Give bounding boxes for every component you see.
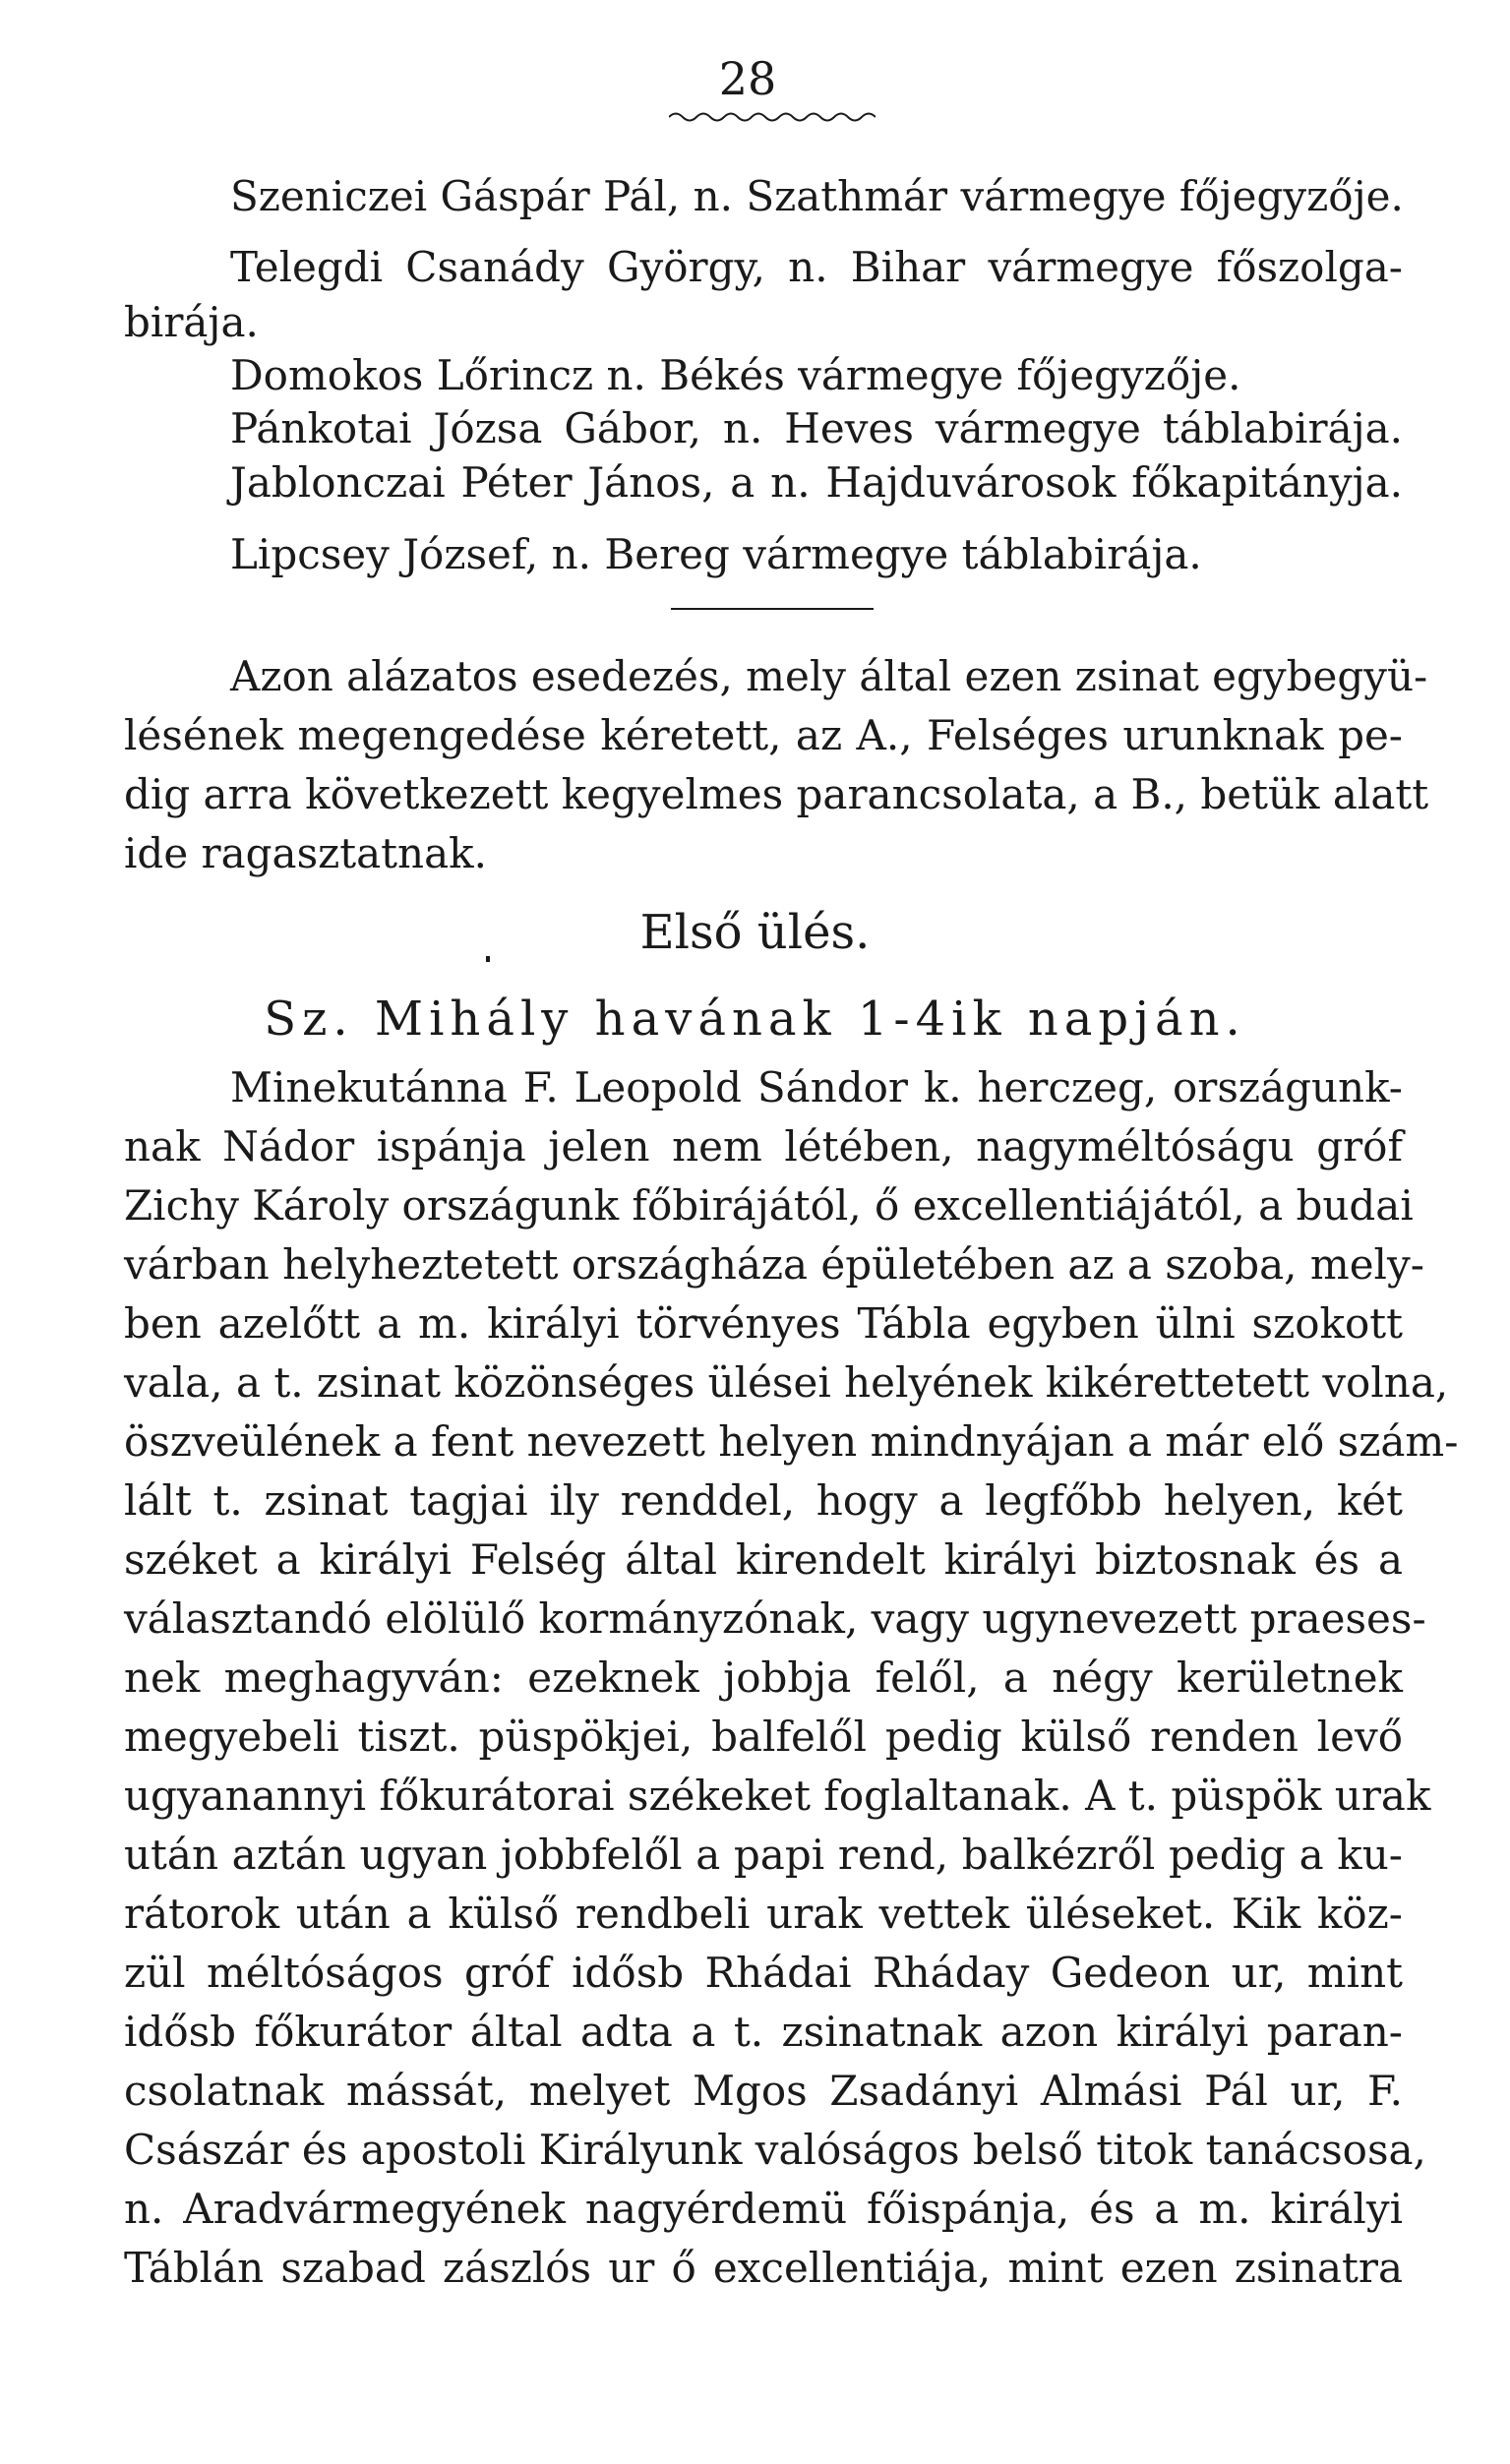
session-date: Sz. Mihály havának 1-4ik napján.	[264, 992, 1246, 1047]
body-line: Zichy Károly országunk főbirájától, ő excellentiájától, a budai	[124, 1181, 1414, 1230]
intro-line: dig arra következett kegyelmes parancsolata, a B., betük alatt	[124, 770, 1429, 818]
body-line: zül méltóságos gróf idősb Rhádai Rháday Gedeon ur, mint	[124, 1949, 1403, 1997]
body-line: széket a királyi Felség által kirendelt királyi biztosnak és a	[124, 1535, 1403, 1584]
list-item: Telegdi Csanády György, n. Bihar vármegye főszolga-	[230, 243, 1403, 291]
body-line: ugyanannyi főkurátorai székeket foglaltanak. A t. püspök urak	[124, 1772, 1431, 1820]
body-line: öszveülének a fent nevezett helyen mindnyájan a már elő szám-	[124, 1417, 1459, 1466]
body-line: vala, a t. zsinat közönséges ülései helyének kikérettetett volna,	[124, 1358, 1449, 1407]
intro-line: ide ragasztatnak.	[124, 829, 487, 877]
body-line: Császár és apostoli Királyunk valóságos belső titok tanácsosa,	[124, 2126, 1426, 2174]
body-line: várban helyheztetett országháza épületében az a szoba, mely-	[124, 1240, 1424, 1289]
list-item: Jablonczai Péter János, a n. Hajduvárosok főkapitányja.	[230, 458, 1403, 507]
intro-line: lésének megengedése kéretett, az A., Felséges urunknak pe-	[124, 711, 1403, 759]
list-item: Domokos Lőrincz n. Békés vármegye főjegyzője.	[230, 351, 1241, 399]
body-line: lált t. zsinat tagjai ily renddel, hogy a legfőbb helyen, két	[124, 1476, 1403, 1525]
body-line: Táblán szabad zászlós ur ő excellentiája, mint ezen zsinatra	[124, 2244, 1403, 2292]
body-line: rátorok után a külső rendbeli urak vettek üléseket. Kik köz-	[124, 1890, 1403, 1938]
list-item-continuation: birája.	[124, 298, 259, 346]
body-line: csolatnak mássát, melyet Mgos Zsadányi Almási Pál ur, F.	[124, 2067, 1403, 2115]
print-speck	[486, 956, 490, 962]
list-item: Szeniczei Gáspár Pál, n. Szathmár vármegye főjegyzője.	[230, 172, 1404, 220]
body-line: ben azelőtt a m. királyi törvényes Tábla egyben ülni szokott	[124, 1299, 1403, 1348]
body-line: után aztán ugyan jobbfelől a papi rend, balkézről pedig a ku-	[124, 1831, 1403, 1879]
session-title: Első ülés.	[639, 905, 871, 960]
body-line: nek meghagyván: ezeknek jobbja felől, a négy kerületnek	[124, 1653, 1403, 1702]
body-line: idősb főkurátor által adta a t. zsinatnak azon királyi paran-	[124, 2008, 1403, 2056]
separator-rule	[671, 608, 874, 610]
body-line: nak Nádor ispánja jelen nem létében, nagyméltóságu gróf	[124, 1122, 1403, 1171]
body-line: Minekutánna F. Leopold Sándor k. herczeg, országunk-	[230, 1063, 1403, 1112]
body-line: n. Aradvármegyének nagyérdemü főispánja, és a m. királyi	[124, 2185, 1403, 2233]
body-line: megyebeli tiszt. püspökjei, balfelől pedig külső renden levő	[124, 1713, 1403, 1761]
page-number: 28	[718, 52, 777, 105]
list-item: Pánkotai Józsa Gábor, n. Heves vármegye táblabirája.	[230, 404, 1403, 452]
list-item: Lipcsey József, n. Bereg vármegye táblabirája.	[230, 530, 1202, 578]
intro-line: Azon alázatos esedezés, mely által ezen zsinat egybegyü-	[230, 652, 1428, 700]
page-number-ornament	[669, 110, 876, 124]
body-line: választandó elölülő kormányzónak, vagy ugynevezett praeses-	[124, 1594, 1426, 1643]
